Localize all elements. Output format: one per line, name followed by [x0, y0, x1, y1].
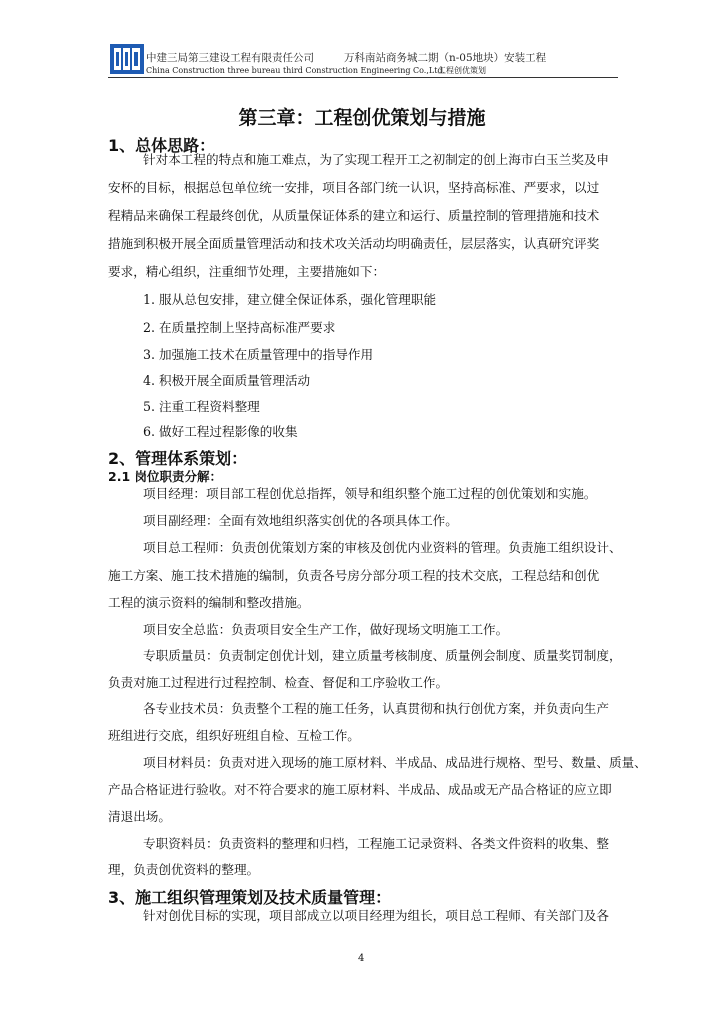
list-item: 6. 做好工程过程影像的收集 — [143, 424, 298, 439]
section3-line: 针对创优目标的实现，项目部成立以项目经理为组长，项目总工程师、有关部门及各 — [143, 908, 609, 923]
section2-line: 负责对施工过程进行过程控制、检查、督促和工序验收工作。 — [108, 675, 449, 690]
section2-line: 项目安全总监：负责项目安全生产工作，做好现场文明施工工作。 — [143, 622, 509, 637]
section2-line: 专职质量员：负责制定创优计划，建立质量考核制度、质量例会制度、质量奖罚制度， — [143, 648, 622, 663]
list-item: 3. 加强施工技术在质量管理中的指导作用 — [143, 347, 374, 362]
section2-line: 项目总工程师：负责创优策划方案的审核及创优内业资料的管理。负责施工组织设计、 — [143, 540, 622, 555]
header-project: 万科南站商务城二期（n-05地块）安装工程 — [344, 52, 547, 64]
list-item: 1. 服从总包安排，建立健全保证体系，强化管理职能 — [143, 292, 437, 307]
section1-line: 程精品来确保工程最终创优，从质量保证体系的建立和运行、质量控制的管理措施和技术 — [108, 208, 600, 223]
section3-heading: 3、施工组织管理策划及技术质量管理： — [108, 888, 392, 907]
section2-line: 专职资料员：负责资料的整理和归档，工程施工记录资料、各类文件资料的收集、整 — [143, 836, 609, 851]
section2-line: 项目副经理：全面有效地组织落实创优的各项具体工作。 — [143, 513, 458, 528]
header-company: 中建三局第三建设工程有限责任公司 — [146, 52, 314, 64]
section2-line: 项目经理：项目部工程创优总指挥，领导和组织整个施工过程的创优策划和实施。 — [143, 486, 597, 501]
header-doc-type: 工程创优策划 — [438, 66, 486, 75]
list-item: 2. 在质量控制上坚持高标准严要求 — [143, 320, 336, 335]
section1-line: 安杯的目标，根据总包单位统一安排，项目各部门统一认识，坚持高标准、严要求，以过 — [108, 180, 600, 195]
section2-line: 清退出场。 — [108, 809, 171, 824]
section1-line: 要求，精心组织，注重细节处理，主要措施如下： — [108, 264, 386, 279]
section2-line: 产品合格证进行验收。对不符合要求的施工原材料、半成品、成品或无产品合格证的应立即 — [108, 782, 612, 797]
section2-line: 班组进行交底，组织好班组自检、互检工作。 — [108, 728, 360, 743]
chapter-title: 第三章：工程创优策划与措施 — [238, 107, 486, 129]
section1-line: 措施到积极开展全面质量管理活动和技术攻关活动均明确责任，层层落实，认真研究评奖 — [108, 236, 600, 251]
section2-line: 各专业技术员：负责整个工程的施工任务，认真贯彻和执行创优方案，并负责向生产 — [143, 701, 609, 716]
page-number: 4 — [358, 953, 365, 964]
list-item: 4. 积极开展全面质量管理活动 — [143, 373, 311, 388]
list-item: 5. 注重工程资料整理 — [143, 399, 260, 414]
company-logo-icon — [110, 44, 144, 74]
section1-line: 针对本工程的特点和施工难点，为了实现工程开工之初制定的创上海市白玉兰奖及申 — [143, 152, 609, 167]
section2-subheading: 2.1 岗位职责分解： — [108, 469, 222, 484]
header-rule — [108, 77, 618, 78]
section2-line: 施工方案、施工技术措施的编制，负责各号房分部分项工程的技术交底，工程总结和创优 — [108, 568, 600, 583]
section2-heading: 2、管理体系策划： — [108, 449, 248, 468]
section2-line: 工程的演示资料的编制和整改措施。 — [108, 595, 310, 610]
section2-line: 项目材料员：负责对进入现场的施工原材料、半成品、成品进行规格、型号、数量、质量、 — [143, 755, 647, 770]
section2-line: 理，负责创优资料的整理。 — [108, 862, 260, 877]
header-company-en: China Construction three bureau third Construction Engineering Co.,Ltd. — [146, 66, 446, 75]
section1-heading: 1、总体思路： — [108, 136, 216, 155]
